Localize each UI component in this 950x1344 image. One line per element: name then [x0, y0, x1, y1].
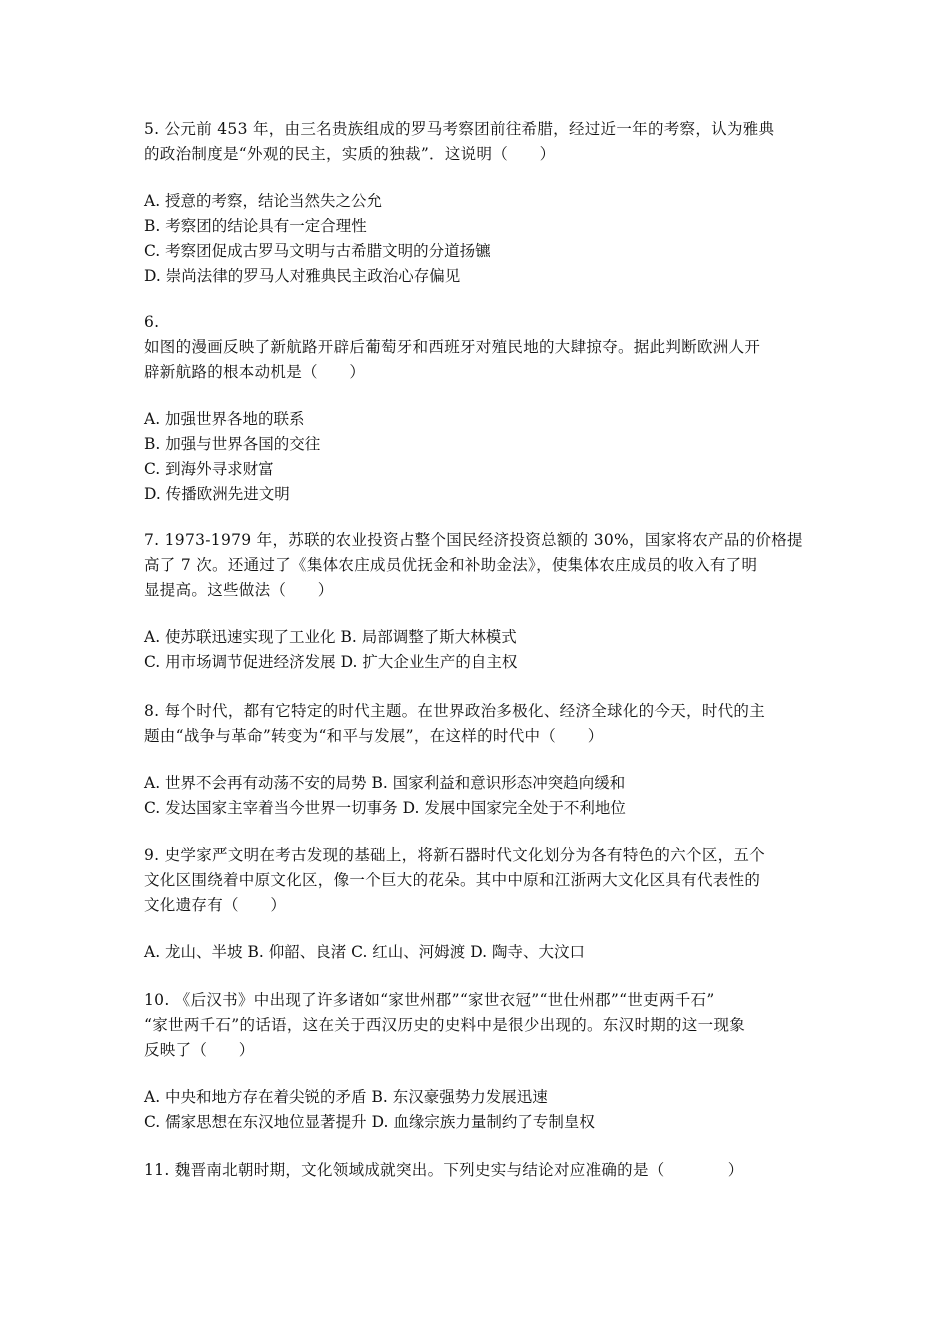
- question-stem: [144, 528, 814, 603]
- question-8: [144, 699, 814, 821]
- option-b: B. 加强与世界各国的交往: [144, 435, 321, 453]
- question-9: [144, 843, 814, 965]
- answer-options: [144, 771, 814, 821]
- option-a: A. 授意的考察，结论当然失之公允: [144, 192, 383, 210]
- question-stem: [144, 699, 814, 749]
- question-stem: [144, 1158, 814, 1183]
- stem-line: 高了 7 次。还通过了《集体农庄成员优抚金和补助金法》，使集体农庄成员的收入有了明: [144, 556, 758, 574]
- answer-options: [144, 1085, 814, 1135]
- question-stem: [144, 843, 814, 918]
- question-6: [144, 310, 814, 507]
- stem-line: 6.: [144, 313, 160, 331]
- stem-line: 5. 公元前 453 年，由三名贵族组成的罗马考察团前往希腊，经过近一年的考察，认为雅典: [144, 120, 775, 138]
- option-c: C. 考察团促成古罗马文明与古希腊文明的分道扬镳: [144, 242, 491, 260]
- answer-options: [144, 407, 814, 507]
- stem-line: “家世两千石”的话语，这在关于西汉历史的史料中是很少出现的。东汉时期的这一现象: [144, 1016, 746, 1034]
- option-a: A. 加强世界各地的联系: [144, 410, 305, 428]
- stem-line: 11. 魏晋南北朝时期，文化领域成就突出。下列史实与结论对应准确的是（ ）: [144, 1161, 744, 1179]
- question-7: [144, 528, 814, 675]
- option-ab: A. 使苏联迅速实现了工业化 B. 局部调整了斯大林模式: [144, 628, 517, 646]
- stem-line: 文化区围绕着中原文化区，像一个巨大的花朵。其中中原和江浙两大文化区具有代表性的: [144, 871, 761, 889]
- option-cd: C. 发达国家主宰着当今世界一切事务 D. 发展中国家完全处于不利地位: [144, 799, 626, 817]
- option-cd: C. 用市场调节促进经济发展 D. 扩大企业生产的自主权: [144, 653, 518, 671]
- answer-options: [144, 625, 814, 675]
- stem-line: 反映了（ ）: [144, 1041, 255, 1059]
- stem-line: 辟新航路的根本动机是（ ）: [144, 363, 366, 381]
- option-b: B. 考察团的结论具有一定合理性: [144, 217, 367, 235]
- stem-line: 7. 1973-1979 年，苏联的农业投资占整个国民经济投资总额的 30%，国家将农产品的价格提: [144, 531, 803, 549]
- stem-line: 如图的漫画反映了新航路开辟后葡萄牙和西班牙对殖民地的大肆掠夺。据此判断欧洲人开: [144, 338, 761, 356]
- option-ab: A. 中央和地方存在着尖锐的矛盾 B. 东汉豪强势力发展迅速: [144, 1088, 548, 1106]
- option-c: C. 到海外寻求财富: [144, 460, 274, 478]
- option-d: D. 崇尚法律的罗马人对雅典民主政治心存偏见: [144, 267, 461, 285]
- question-stem: [144, 988, 814, 1063]
- answer-options: [144, 940, 814, 965]
- stem-line: 10. 《后汉书》中出现了许多诸如“家世州郡”“家世衣冠”“世仕州郡”“世吏两千石”: [144, 991, 715, 1009]
- option-d: D. 传播欧洲先进文明: [144, 485, 290, 503]
- question-10: [144, 988, 814, 1135]
- stem-line: 题由“战争与革命”转变为“和平与发展”，在这样的时代中（ ）: [144, 727, 604, 745]
- question-11: [144, 1158, 814, 1183]
- stem-line: 文化遗存有（ ）: [144, 896, 287, 914]
- stem-line: 显提高。这些做法（ ）: [144, 581, 334, 599]
- option-ab: A. 世界不会再有动荡不安的局势 B. 国家利益和意识形态冲突趋向缓和: [144, 774, 626, 792]
- stem-line: 的政治制度是“外观的民主，实质的独裁”．这说明（ ）: [144, 145, 556, 163]
- question-stem: [144, 117, 814, 167]
- question-5: [144, 117, 814, 289]
- stem-line: 8. 每个时代，都有它特定的时代主题。在世界政治多极化、经济全球化的今天，时代的主: [144, 702, 766, 720]
- stem-line: 9. 史学家严文明在考古发现的基础上，将新石器时代文化划分为各有特色的六个区，五个: [144, 846, 766, 864]
- option-cd: C. 儒家思想在东汉地位显著提升 D. 血缘宗族力量制约了专制皇权: [144, 1113, 595, 1131]
- option-abcd: A. 龙山、半坡 B. 仰韶、良渚 C. 红山、河姆渡 D. 陶寺、大汶口: [144, 943, 585, 961]
- question-stem: [144, 310, 814, 385]
- answer-options: [144, 189, 814, 289]
